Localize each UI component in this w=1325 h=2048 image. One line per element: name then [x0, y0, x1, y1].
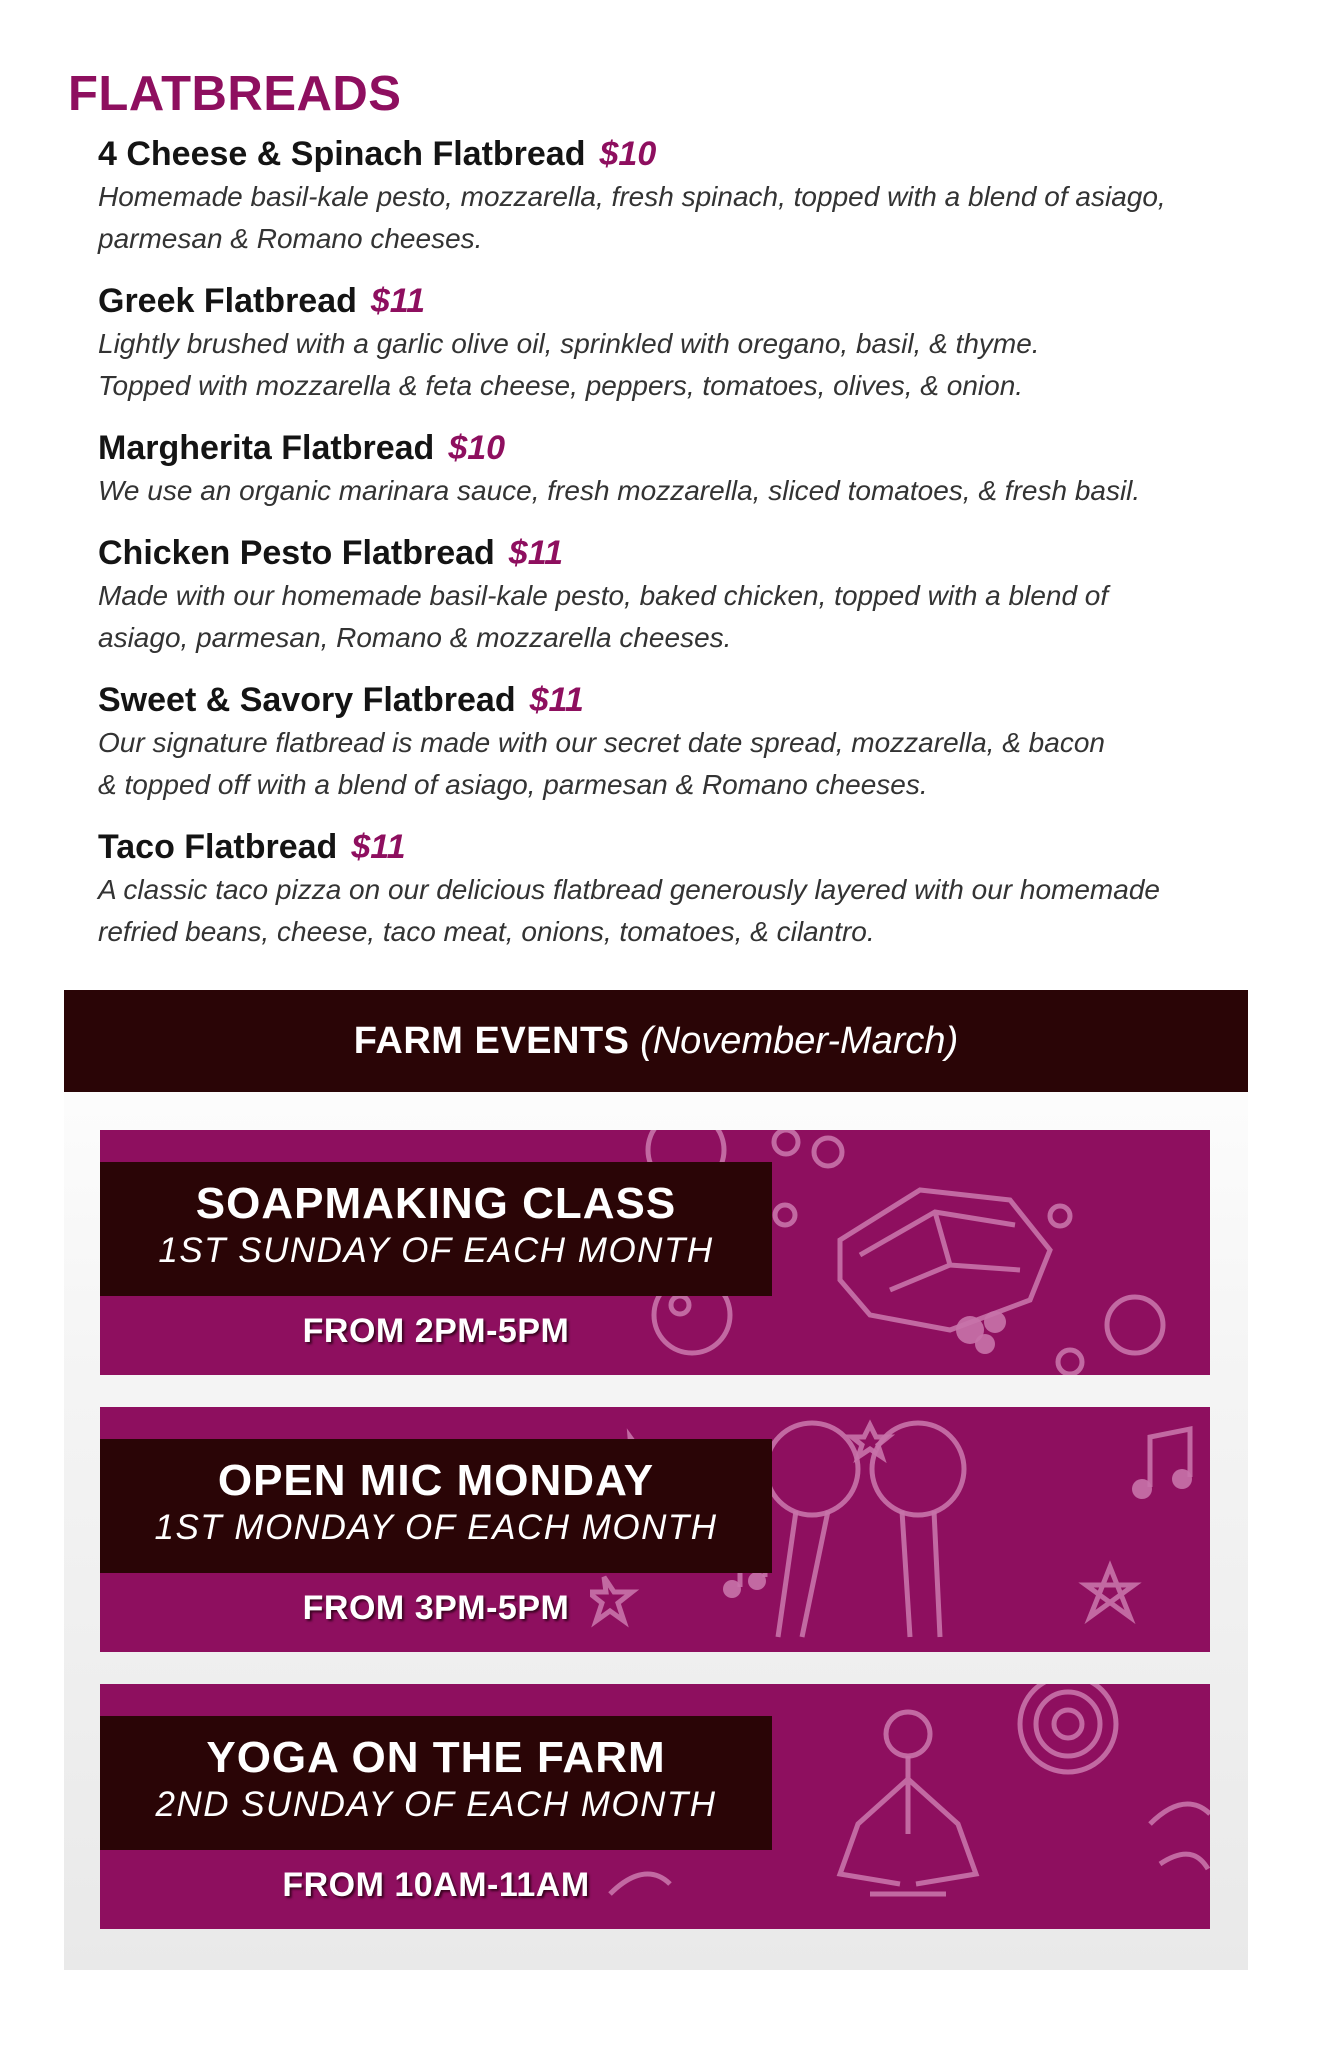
menu-item: [98, 678, 1258, 806]
event-title: SOAPMAKING CLASS: [195, 1179, 677, 1228]
event-title: YOGA ON THE FARM: [206, 1733, 666, 1782]
item-description: Homemade basil-kale pesto, mozzarella, fresh spinach, topped with a blend of asiago, parmesan & Romano cheeses.: [98, 181, 1166, 254]
event-time: FROM 10AM-11AM: [282, 1866, 590, 1904]
item-name: Greek Flatbread: [98, 282, 357, 320]
menu-items: [98, 132, 1258, 972]
farm-events-panel: [64, 990, 1248, 1970]
item-description: Made with our homemade basil-kale pesto, baked chicken, topped with a blend of asiago, parmesan, Romano & mozzarella cheeses.: [98, 580, 1109, 653]
event-time: FROM 3PM-5PM: [302, 1589, 570, 1627]
event-card-yoga: [100, 1684, 1210, 1929]
farm-events-header: FARM EVENTS (November-March): [64, 990, 1248, 1092]
event-card-soapmaking: [100, 1130, 1210, 1375]
event-time: FROM 2PM-5PM: [302, 1312, 570, 1350]
item-price: $11: [529, 681, 584, 719]
item-price: $11: [370, 282, 426, 320]
item-description: We use an organic marinara sauce, fresh mozzarella, sliced tomatoes, & fresh basil.: [98, 475, 1141, 506]
event-label: [100, 1716, 772, 1850]
item-description: A classic taco pizza on our delicious flatbread generously layered with our homemade refried beans, cheese, taco meat, onions, tomatoes, & cilantro.: [98, 874, 1160, 947]
item-description: Lightly brushed with a garlic olive oil, sprinkled with oregano, basil, & thyme. Topped with mozzarella & feta cheese, peppers, tomatoes, olives, & onion.: [98, 328, 1040, 401]
event-schedule: 1ST MONDAY OF EACH MONTH: [154, 1508, 718, 1547]
item-name: Sweet & Savory Flatbread: [98, 681, 516, 719]
event-label: [100, 1162, 772, 1296]
event-title: OPEN MIC MONDAY: [217, 1456, 655, 1505]
item-price: $10: [599, 135, 657, 173]
section-title: FLATBREADS: [68, 67, 402, 121]
item-price: $10: [448, 429, 506, 467]
item-price: $11: [508, 534, 563, 572]
menu-item: [98, 426, 1258, 512]
item-name: 4 Cheese & Spinach Flatbread: [98, 135, 586, 173]
event-schedule: 2ND SUNDAY OF EACH MONTH: [155, 1785, 717, 1824]
event-card-open-mic: [100, 1407, 1210, 1652]
event-schedule: 1ST SUNDAY OF EACH MONTH: [158, 1231, 714, 1270]
menu-item: [98, 825, 1258, 953]
item-name: Margherita Flatbread: [98, 429, 435, 467]
event-label: [100, 1439, 772, 1573]
menu-item: [98, 132, 1258, 260]
item-description: Our signature flatbread is made with our secret date spread, mozzarella, & bacon & topped off with a blend of asiago, parmesan & Romano cheeses.: [98, 727, 1105, 800]
menu-item: [98, 531, 1258, 659]
item-name: Chicken Pesto Flatbread: [98, 534, 495, 572]
item-name: Taco Flatbread: [98, 828, 338, 866]
item-price: $11: [351, 828, 406, 866]
menu-item: [98, 279, 1258, 407]
